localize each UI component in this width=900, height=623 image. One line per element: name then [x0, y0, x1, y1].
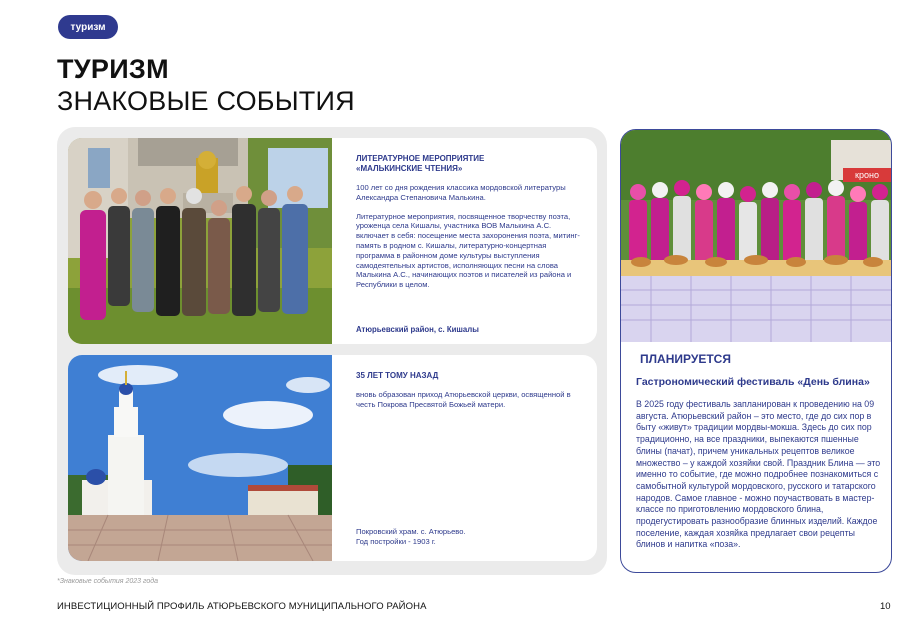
event-text-block	[356, 154, 581, 290]
planned-label: ПЛАНИРУЕТСЯ	[640, 352, 731, 366]
event-heading-line2: «МАЛЬКИНСКИЕ ЧТЕНИЯ»	[356, 164, 463, 173]
event-text-block	[356, 371, 581, 410]
event-paragraph-2: Литературное мероприятия, посвященное творчеству поэта, уроженца села Кишалы, участника ВОВ Малькина А.С. включает в себя: посещение места захоронения поэта, митинг-память в родном с. Кишалы, литературно-концертная программа в районном доме культуры выступления самодеятельных артистов, исполняющих песни на слова Малькина А.С., начинающих поэтов и писателей из района и Республики в целом.	[356, 211, 580, 290]
festival-description: В 2025 году фестиваль запланирован к проведению на 09 августа. Атюрьевский район – это место, где до сих пор в быту «живут» традиции мордвы-мокша. Здесь до сих пор традиционно, на все праздники, выпекаются пшенные блины (пачат), причем уникальных рецептов великое множество – у каждой хозяйки свой. Праздник Блина — это именно то событие, где можно подробнее познакомиться с самобытной культурой мордовского, русского и татарского народов. Самое главное - можно поучаствовать в мастер-классе по приготовлению мордовского блина, продегустировать разнообразие блинных изделий. Каждое поселение, каждая хозяйка предлагает свои рецепты блинов и напитка «поза».	[636, 399, 881, 550]
shop-sign-text: кроно	[855, 170, 879, 180]
festival-title: Гастрономический фестиваль «День блина»	[636, 376, 870, 388]
event-card-church-anniversary	[68, 355, 597, 561]
event-heading: 35 ЛЕТ ТОМУ НАЗАД	[356, 371, 439, 380]
event-card-malkin-readings	[68, 138, 597, 344]
footnote: *Знаковые события 2023 года	[57, 578, 159, 585]
page-number: 10	[880, 601, 891, 612]
photo-caption-line1: Покровский храм. с. Атюрьево.	[356, 527, 466, 536]
festival-photo	[621, 130, 892, 342]
event-paragraph-1: 100 лет со дня рождения классика мордовской литературы Александра Степановича Малькина.	[356, 183, 566, 202]
photo-caption	[356, 527, 581, 547]
footer-title: ИНВЕСТИЦИОННЫЙ ПРОФИЛЬ АТЮРЬЕВСКОГО МУНИЦИПАЛЬНОГО РАЙОНА	[57, 601, 427, 612]
page-title: ТУРИЗМ	[57, 54, 169, 84]
monument-group-photo	[68, 138, 332, 344]
event-paragraph: вновь образован приход Атюрьевской церкви, освященной в честь Покрова Пресвятой Божьей матери.	[356, 390, 571, 409]
photo-caption-line2: Год постройки - 1903 г.	[356, 536, 436, 546]
category-pill: туризм	[58, 15, 118, 39]
event-heading-line1: ЛИТЕРАТУРНОЕ МЕРОПРИЯТИЕ	[356, 154, 485, 163]
church-photo	[68, 355, 332, 561]
planned-event-card	[620, 129, 892, 573]
event-location: Атюрьевский район, с. Кишалы	[356, 325, 479, 334]
page-subtitle: ЗНАКОВЫЕ СОБЫТИЯ	[57, 86, 355, 116]
